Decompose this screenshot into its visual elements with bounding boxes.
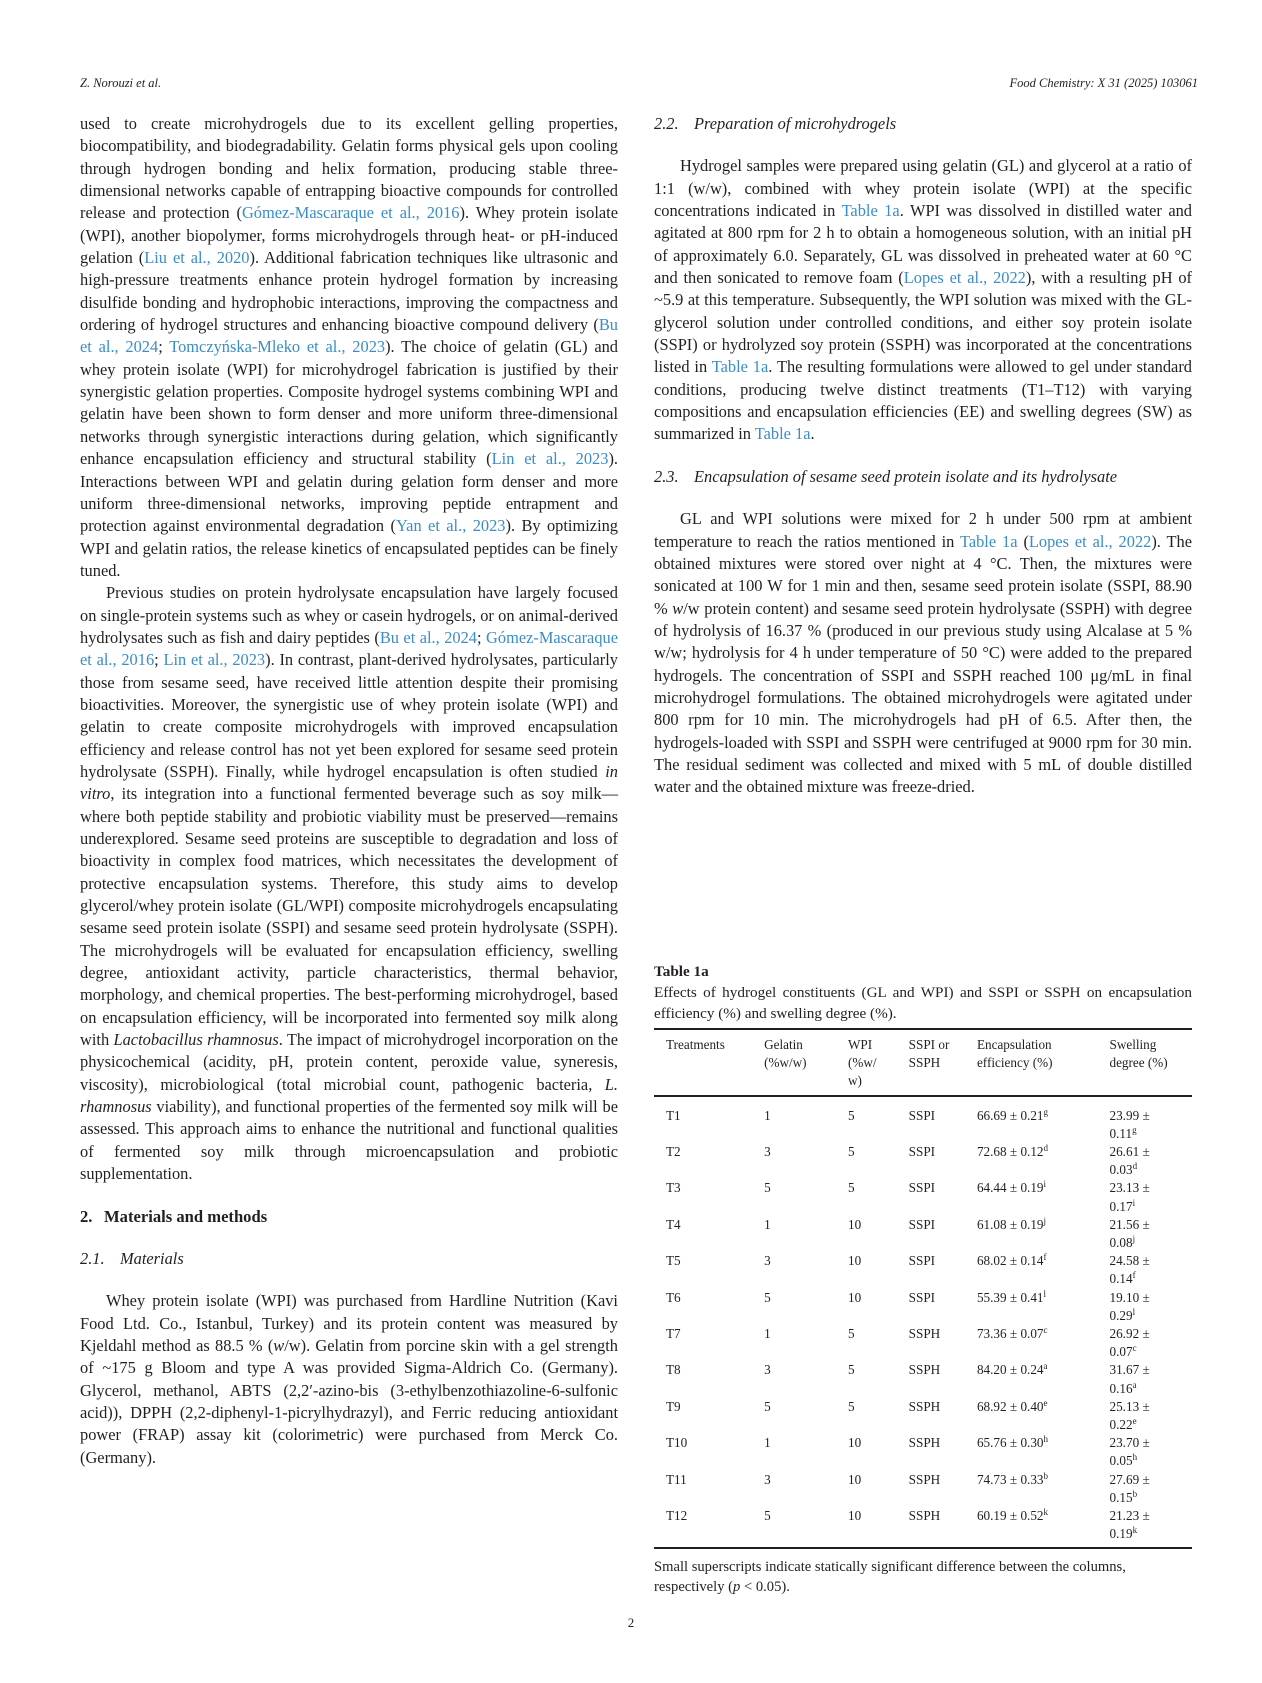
significance-superscript: c xyxy=(1043,1325,1048,1336)
citation-link[interactable]: Tomczyńska-Mleko et al., 2023 xyxy=(169,337,386,357)
left-column xyxy=(80,113,618,1469)
significance-superscript: i xyxy=(1043,1179,1047,1190)
gelatin-cell: 3 xyxy=(764,1471,771,1487)
citation-link[interactable]: Lin et al., 2023 xyxy=(491,449,609,469)
citation-link[interactable]: Liu et al., 2020 xyxy=(144,248,250,268)
significance-superscript: b xyxy=(1043,1470,1049,1481)
wpi-cell: 10 xyxy=(847,1508,862,1524)
table-row xyxy=(654,1289,1192,1325)
gelatin-cell: 3 xyxy=(764,1362,771,1378)
swelling-degree-cell: 23.99 ± 0.11$^g$ xyxy=(1109,1107,1150,1141)
subsection-heading-encapsulation: 2.3. Encapsulation of sesame seed protein isolate and its hydrolysate xyxy=(654,466,1118,486)
table-row xyxy=(654,1398,1192,1434)
citation-link[interactable]: Bu et al., 2024 xyxy=(80,315,618,357)
column-header: Swelling degree (%) xyxy=(1109,1037,1168,1071)
significance-superscript: k xyxy=(1043,1507,1049,1518)
swelling-degree-cell: 24.58 ± 0.14$^f$ xyxy=(1109,1253,1150,1287)
running-head-authors: Z. Norouzi et al. xyxy=(80,76,162,90)
encapsulation-efficiency-cell: 66.69 ± 0.21$^g$ xyxy=(976,1106,1049,1123)
table-row xyxy=(654,1252,1192,1288)
significance-superscript: d xyxy=(1132,1161,1138,1172)
wpi-cell: 5 xyxy=(847,1180,855,1196)
protein-type-cell: SSPI xyxy=(908,1216,936,1232)
table-row xyxy=(654,1434,1192,1470)
encapsulation-efficiency-cell: 68.02 ± 0.14$^f$ xyxy=(976,1252,1047,1269)
encapsulation-efficiency-cell: 65.76 ± 0.30$^h$ xyxy=(976,1434,1049,1451)
table-row xyxy=(654,1507,1192,1548)
swelling-degree-cell: 26.61 ± 0.03$^d$ xyxy=(1109,1144,1150,1178)
page-number: 2 xyxy=(627,1615,635,1630)
wpi-cell: 5 xyxy=(847,1326,855,1342)
wpi-cell: 5 xyxy=(847,1362,855,1378)
paragraph-preparation: Hydrogel samples were prepared using gelatin (GL) and glycerol at a ratio of 1:1 (w/w), combined with whey protein isolate (WPI) at the specific concentrations indicated in Table 1a. WPI was dissolved in distilled water and agitated at 800 rpm for 2 h to obtain a homogeneous solution, with an initial pH of approximately 6.0. Separately, GL was dissolved in preheated water at 60 °C and then sonicated to remove foam (Lopes et al., 2022), with a resulting pH of ~5.9 at this temperature. Subsequently, the WPI solution was mixed with the GL-glycerol solution under controlled conditions, and either soy protein isolate (SSPI) or hydrolyzed soy protein (SSPH) was incorporated at the concentrations listed in Table 1a. The resulting formulations were allowed to gel under standard conditions, producing twelve distinct treatments (T1–T12) with varying compositions and encapsulation efficiencies (EE) and swelling degrees (SW) as summarized in Table 1a. xyxy=(654,156,1192,444)
column-header: SSPI or SSPH xyxy=(908,1037,950,1071)
significance-superscript: k xyxy=(1132,1525,1138,1536)
wpi-cell: 5 xyxy=(847,1144,855,1160)
encapsulation-efficiency-cell: 74.73 ± 0.33$^b$ xyxy=(976,1470,1049,1487)
protein-type-cell: SSPI xyxy=(908,1289,936,1305)
protein-type-cell: SSPH xyxy=(908,1435,941,1451)
table-caption: Effects of hydrogel constituents (GL and WPI) and SSPI or SSPH on encapsulation efficiency (%) and swelling degree (%). xyxy=(654,984,1192,1022)
paragraph-encapsulation: GL and WPI solutions were mixed for 2 h under 500 rpm at ambient temperature to reach the ratios mentioned in Table 1a (Lopes et al., 2022). The obtained mixtures were stored over night at 4 °C. Then, the mixtures were sonicated at 100 W for 1 min and then, sesame seed protein isolate (SSPI, 88.90 % w/w protein content) and sesame seed protein hydrolysate (SSPH) with degree of hydrolysis of 16.37 % (produced in our previous study using Alcalase at 5 % w/w; hydrolysis for 4 h under temperature of 50 °C) were added to the prepared hydrogels. The concentration of SSPI and SSPH reached 100 μg/mL in final microhydrogel formulations. The obtained microhydrogels were agitated under 800 rpm for 10 min. The microhydrogels had pH of 6.5. After then, the hydrogels-loaded with SSPI and SSPH were centrifuged at 9000 rpm for 30 min. The residual sediment was collected and mixed with 5 mL of double distilled water and the obtained mixture was freeze-dried. xyxy=(654,509,1192,797)
treatment-cell: T3 xyxy=(666,1180,681,1196)
significance-superscript: e xyxy=(1132,1416,1137,1427)
treatment-cell: T11 xyxy=(666,1471,687,1487)
gelatin-cell: 5 xyxy=(764,1508,771,1524)
protein-type-cell: SSPH xyxy=(908,1398,941,1414)
encapsulation-efficiency-cell: $64.44 \pm 0.19^i$ xyxy=(976,1179,1047,1196)
wpi-cell: 5 xyxy=(847,1107,855,1123)
gelatin-cell: 1 xyxy=(764,1435,771,1451)
treatment-cell: T12 xyxy=(666,1508,688,1524)
wpi-cell: 5 xyxy=(847,1398,855,1414)
significance-superscript: i xyxy=(1132,1197,1136,1208)
citation-link[interactable]: Lin et al., 2023 xyxy=(163,650,266,670)
significance-superscript: g xyxy=(1132,1124,1137,1135)
paragraph-intro-2: Previous studies on protein hydrolysate encapsulation have largely focused on single-protein systems such as whey or casein hydrogels, or on animal-derived hydrolysates such as fish and dairy peptides (Bu et al., 2024; Gómez-Mascaraque et al., 2016; Lin et al., 2023). In contrast, plant-derived hydrolysates, particularly those from sesame seed, have received little attention despite their promising bioactivities. Moreover, the synergistic use of whey protein isolate (WPI) and gelatin to create composite microhydrogels with improved encapsulation efficiency and release control has not yet been explored for sesame seed protein hydrolysate (SSPH). Finally, while hydrogel encapsulation is often studied in vitro, its integration into a functional fermented beverage such as soy milk—where both peptide stability and probiotic viability must be preserved—remains underexplored. Sesame seed proteins are susceptible to degradation and loss of bioactivity in complex food matrices, which necessitates the development of protective encapsulation systems. Therefore, this study aims to develop glycerol/whey protein isolate (GL/WPI) composite microhydrogels encapsulating sesame seed protein isolate (SSPI) and sesame seed protein hydrolysate (SSPH). The microhydrogels will be evaluated for encapsulation efficiency, swelling degree, antioxidant activity, particle characteristics, thermal behavior, morphology, and chemical properties. The best-performing microhydrogel, based on encapsulation efficiency, will be incorporated into fermented soy milk along with Lactobacillus rhamnosus. The impact of microhydrogel incorporation on the physicochemical (acidity, pH, protein content, peroxide value, syneresis, viscosity), microbiological (total microbial count, pathogenic bacteria, L. rhamnosus viability), and functional properties of the fermented soy milk will be assessed. This approach aims to enhance the nutritional and functional qualities of fermented soy milk through microencapsulation and probiotic supplementation. xyxy=(80,583,618,1184)
swelling-degree-cell: 25.13 ± 0.22$^e$ xyxy=(1109,1398,1150,1433)
table-link[interactable]: Table 1a xyxy=(959,531,1018,551)
significance-superscript: j xyxy=(1132,1234,1136,1245)
swelling-degree-cell: 27.69 ± 0.15$^b$ xyxy=(1109,1471,1150,1505)
table-footnote: Small superscripts indicate statically significant difference between the columns, respectively (p < 0.05). xyxy=(654,1559,1126,1596)
table-row xyxy=(654,1143,1192,1179)
column-header: WPI (%w/ w) xyxy=(847,1037,877,1089)
encapsulation-efficiency-cell: $55.39 \pm 0.41^l$ xyxy=(976,1288,1047,1305)
gelatin-cell: 5 xyxy=(764,1289,771,1305)
treatment-cell: T2 xyxy=(666,1144,681,1160)
table-row xyxy=(654,1325,1192,1361)
encapsulation-efficiency-cell: 73.36 ± 0.07$^c$ xyxy=(976,1325,1048,1342)
column-header: Treatments xyxy=(666,1037,725,1052)
protein-type-cell: SSPH xyxy=(908,1362,941,1378)
treatment-cell: T6 xyxy=(666,1289,681,1305)
table-header-row xyxy=(654,1029,1192,1096)
gelatin-cell: 1 xyxy=(764,1326,771,1342)
section-heading-materials-methods: 2. Materials and methods xyxy=(80,1206,268,1226)
protein-type-cell: SSPI xyxy=(908,1180,936,1196)
citation-link[interactable]: Lopes et al., 2022 xyxy=(903,268,1026,288)
protein-type-cell: SSPI xyxy=(908,1253,936,1269)
citation-link[interactable]: Yan et al., 2023 xyxy=(395,516,506,536)
gelatin-cell: 5 xyxy=(764,1398,771,1414)
significance-superscript: b xyxy=(1132,1488,1138,1499)
citation-link[interactable]: Gómez-Mascaraque et al., 2016 xyxy=(80,627,618,670)
significance-superscript: d xyxy=(1043,1143,1049,1154)
gelatin-cell: 3 xyxy=(764,1253,771,1269)
significance-superscript: a xyxy=(1132,1379,1137,1390)
treatment-cell: T4 xyxy=(666,1216,681,1232)
swelling-degree-cell: $21.56 \pm 0.08^j$ xyxy=(1109,1216,1150,1251)
treatment-cell: T10 xyxy=(666,1435,688,1451)
protein-type-cell: SSPI xyxy=(908,1107,936,1123)
citation-link[interactable]: Gómez-Mascaraque et al., 2016 xyxy=(241,203,460,223)
citation-link[interactable]: Bu et al., 2024 xyxy=(379,627,477,647)
subsection-heading-materials: 2.1. Materials xyxy=(80,1248,184,1268)
wpi-cell: 10 xyxy=(847,1289,862,1305)
significance-superscript: l xyxy=(1132,1306,1136,1317)
column-header: Encapsulation efficiency (%) xyxy=(976,1037,1053,1071)
swelling-degree-cell: 31.67 ± 0.16$^a$ xyxy=(1109,1362,1150,1396)
table-link[interactable]: Table 1a xyxy=(841,201,900,221)
running-head-journal: Food Chemistry: X 31 (2025) 103061 xyxy=(1009,76,1198,90)
encapsulation-efficiency-cell: $60.19 \pm 0.52^k$ xyxy=(976,1507,1049,1524)
subsection-heading-preparation: 2.2. Preparation of microhydrogels xyxy=(654,114,897,133)
significance-superscript: h xyxy=(1043,1434,1049,1445)
treatment-cell: T5 xyxy=(666,1253,681,1269)
treatment-cell: T7 xyxy=(666,1326,681,1342)
protein-type-cell: SSPH xyxy=(908,1471,941,1487)
swelling-degree-cell: $19.10 \pm 0.29^l$ xyxy=(1109,1289,1150,1323)
treatment-cell: T9 xyxy=(666,1398,681,1414)
paragraph-intro-1: used to create microhydrogels due to its excellent gelling properties, biocompatibility, and biodegradability. Gelatin forms physical gels upon cooling through hydrogen bonding and helix formation, producing stable three-dimensional networks capable of entrapping bioactive compounds for controlled release and protection (Gómez-Mascaraque et al., 2016). Whey protein isolate (WPI), another biopolymer, forms microhydrogels through heat- or pH-induced gelation (Liu et al., 2020). Additional fabrication techniques like ultrasonic and high-pressure treatments enhance protein hydrogel formation by increasing disulfide bonding and hydrophobic interactions, improving the compactness and ordering of hydrogel structures and enhancing bioactive compound delivery (Bu et al., 2024; Tomczyńska-Mleko et al., 2023). The choice of gelatin (GL) and whey protein isolate (WPI) for microhydrogel fabrication is justified by their synergistic gelation properties. Composite hydrogel systems combining WPI and gelatin have been shown to form denser and more uniform three-dimensional networks through synergistic interactions during gelation, which significantly enhance encapsulation efficiency and structural stability (Lin et al., 2023). Interactions between WPI and gelatin during gelation form denser and more uniform three-dimensional networks, improving peptide entrapment and protection against environmental degradation (Yan et al., 2023). By optimizing WPI and gelatin ratios, the release kinetics of encapsulated peptides can be finely tuned. xyxy=(80,114,619,580)
table-link[interactable]: Table 1a xyxy=(754,424,811,444)
gelatin-cell: 1 xyxy=(764,1107,771,1123)
significance-superscript: c xyxy=(1132,1343,1137,1354)
table-label: Table 1a xyxy=(654,963,709,980)
column-header: Gelatin (%w/w) xyxy=(764,1037,807,1071)
swelling-degree-cell: 23.70 ± 0.05$^h$ xyxy=(1109,1435,1150,1469)
table-row xyxy=(654,1216,1192,1252)
significance-superscript: f xyxy=(1043,1252,1047,1263)
gelatin-cell: 1 xyxy=(764,1216,771,1232)
table-link[interactable]: Table 1a xyxy=(711,357,769,377)
swelling-degree-cell: $21.23 \pm 0.19^k$ xyxy=(1109,1508,1150,1542)
treatment-cell: T1 xyxy=(666,1107,681,1123)
table-row xyxy=(654,1361,1192,1397)
table-1a xyxy=(654,962,1192,1597)
citation-link[interactable]: Lopes et al., 2022 xyxy=(1028,531,1152,551)
encapsulation-efficiency-cell: 84.20 ± 0.24$^a$ xyxy=(976,1361,1048,1378)
gelatin-cell: 3 xyxy=(764,1144,771,1160)
swelling-degree-cell: $23.13 \pm 0.17^i$ xyxy=(1109,1180,1150,1214)
paragraph-materials: Whey protein isolate (WPI) was purchased from Hardline Nutrition (Kavi Food Ltd. Co., Istanbul, Turkey) and its protein content was measured by Kjeldahl method as 88.5 % (w/w). Gelatin from porcine skin with a gel strength of ~175 g Bloom and type A was provided Sigma-Aldrich Co. (Germany). Glycerol, methanol, ABTS (2,2′-azino-bis (3-ethylbenzothiazoline-6-sulfonic acid)), DPPH (2,2-diphenyl-1-picrylhydrazyl), and Ferric reducing antioxidant power (FRAP) assay kit (colorimetric) were purchased from Merck Co. (Germany). xyxy=(80,1291,618,1467)
swelling-degree-cell: 26.92 ± 0.07$^c$ xyxy=(1109,1326,1150,1360)
encapsulation-efficiency-cell: 68.92 ± 0.40$^e$ xyxy=(976,1397,1048,1414)
significance-superscript: g xyxy=(1043,1106,1049,1117)
treatment-cell: T8 xyxy=(666,1362,681,1378)
significance-superscript: a xyxy=(1043,1361,1048,1372)
significance-superscript: j xyxy=(1043,1215,1047,1226)
wpi-cell: 10 xyxy=(847,1253,862,1269)
wpi-cell: 10 xyxy=(847,1216,862,1232)
wpi-cell: 10 xyxy=(847,1435,862,1451)
table-row xyxy=(654,1471,1192,1507)
gelatin-cell: 5 xyxy=(764,1180,771,1196)
data-table xyxy=(654,1028,1192,1549)
significance-superscript: l xyxy=(1043,1288,1047,1299)
table-row xyxy=(654,1096,1192,1143)
encapsulation-efficiency-cell: $61.08 \pm 0.19^j$ xyxy=(976,1215,1047,1232)
table-row xyxy=(654,1179,1192,1215)
protein-type-cell: SSPI xyxy=(908,1144,936,1160)
encapsulation-efficiency-cell: 72.68 ± 0.12$^d$ xyxy=(976,1143,1049,1160)
significance-superscript: f xyxy=(1132,1270,1136,1281)
significance-superscript: h xyxy=(1132,1452,1138,1463)
significance-superscript: e xyxy=(1043,1397,1048,1408)
right-column xyxy=(654,113,1192,799)
protein-type-cell: SSPH xyxy=(908,1508,941,1524)
wpi-cell: 10 xyxy=(847,1471,862,1487)
protein-type-cell: SSPH xyxy=(908,1326,941,1342)
